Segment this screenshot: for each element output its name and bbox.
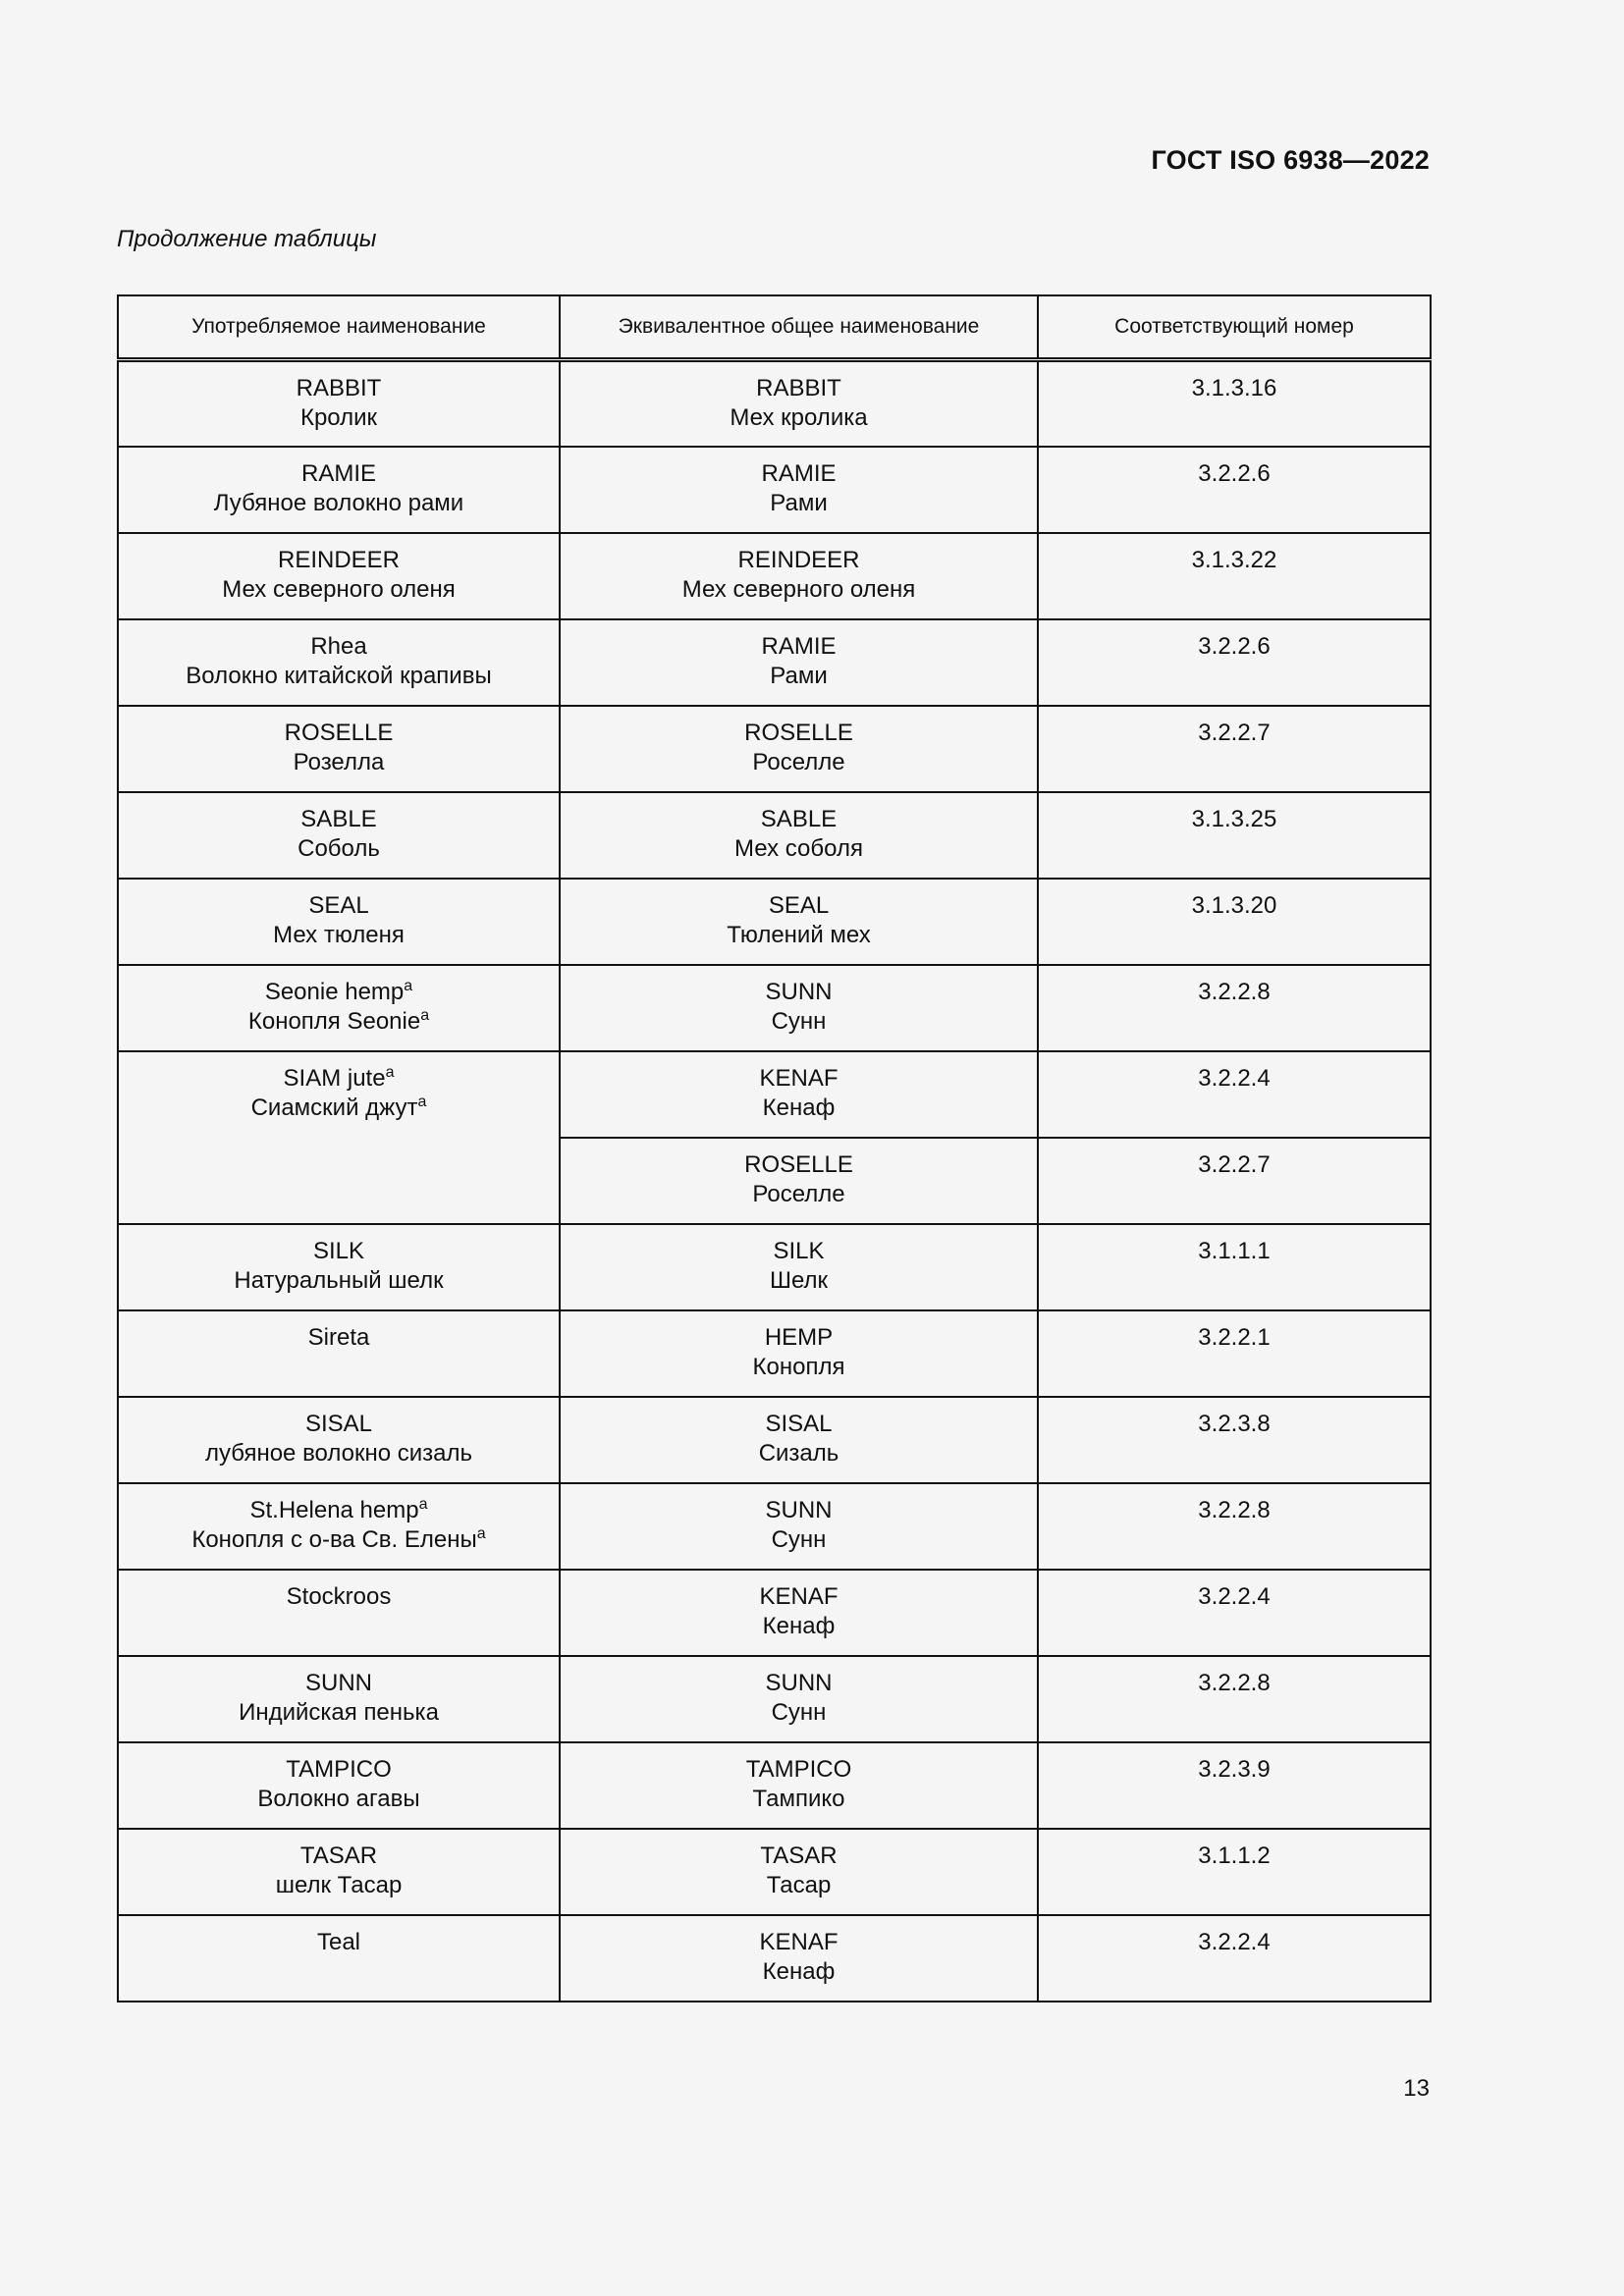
used-name-line (125, 1755, 553, 1785)
table-row (118, 1829, 1431, 1915)
used-name-text: Seonie hemp (264, 978, 405, 1005)
used-name-text: RAMIE (300, 459, 376, 487)
equivalent-name-line: SUNN (765, 1496, 833, 1523)
table-row (118, 965, 1431, 1051)
cell-number: 3.1.3.25 (1038, 792, 1431, 879)
used-name-text: Розелла (293, 748, 385, 775)
table-row (118, 533, 1431, 619)
cell-equivalent-name (560, 706, 1038, 792)
table-row (118, 1570, 1431, 1656)
table-row (118, 619, 1431, 706)
fiber-names-table (117, 294, 1432, 2002)
equivalent-name-line: KENAF (759, 1064, 839, 1092)
table-row (118, 1224, 1431, 1310)
cell-equivalent-name (560, 533, 1038, 619)
equivalent-name-line: Сизаль (758, 1439, 839, 1467)
equivalent-name-line: SUNN (765, 978, 833, 1005)
equivalent-name-line: Тампико (752, 1785, 845, 1812)
used-name-text: St.Helena hemp (249, 1496, 419, 1523)
cell-used-name (118, 1742, 560, 1829)
cell-equivalent-name (560, 1224, 1038, 1310)
cell-used-name (118, 1915, 560, 2002)
cell-used-name (118, 792, 560, 879)
used-name-line (125, 632, 553, 662)
cell-equivalent-name (560, 360, 1038, 447)
equivalent-name-line: Мех соболя (734, 834, 863, 862)
equivalent-name-line: Тасар (766, 1871, 832, 1898)
cell-used-name (118, 1224, 560, 1310)
cell-number: 3.2.2.4 (1038, 1051, 1431, 1138)
table-row (118, 706, 1431, 792)
used-name-line (125, 834, 553, 864)
table-continuation-label: Продолжение таблицы (117, 226, 377, 252)
equivalent-name-line: SILK (773, 1237, 825, 1264)
cell-equivalent-name (560, 447, 1038, 533)
equivalent-name-line: Рами (770, 662, 828, 689)
used-name-text: TASAR (299, 1842, 378, 1869)
footnote-mark: a (476, 1524, 486, 1542)
used-name-line (125, 546, 553, 575)
used-name-text: SISAL (304, 1410, 373, 1437)
table-row (118, 1051, 1431, 1138)
used-name-text: RABBIT (296, 375, 382, 401)
used-name-text: Волокно китайской крапивы (186, 662, 492, 689)
used-name-text: Sireta (307, 1323, 370, 1351)
used-name-line (125, 1496, 553, 1525)
cell-number: 3.2.2.8 (1038, 965, 1431, 1051)
equivalent-name-line: Кенаф (762, 1612, 836, 1639)
cell-equivalent-name (560, 879, 1038, 965)
cell-equivalent-name (560, 1570, 1038, 1656)
cell-equivalent-name (560, 965, 1038, 1051)
column-header-number: Соответствующий номер (1038, 295, 1431, 360)
cell-used-name (118, 1656, 560, 1742)
cell-equivalent-name (560, 792, 1038, 879)
column-header-equivalent-name: Эквивалентное общее наименование (560, 295, 1038, 360)
used-name-text: шелк Тасар (275, 1871, 403, 1898)
used-name-line (125, 1266, 553, 1296)
used-name-line (125, 1007, 553, 1037)
equivalent-name-line: Сунн (771, 1525, 827, 1553)
used-name-text: Конопля Seonie (247, 1007, 421, 1035)
footnote-mark: a (418, 1495, 428, 1513)
table-row (118, 792, 1431, 879)
cell-number: 3.1.1.2 (1038, 1829, 1431, 1915)
cell-number: 3.2.2.7 (1038, 706, 1431, 792)
footnote-mark: a (417, 1093, 427, 1110)
equivalent-name-line: Кенаф (762, 1957, 836, 1985)
used-name-line (125, 575, 553, 605)
equivalent-name-line: RAMIE (761, 632, 837, 660)
used-name-text: Соболь (298, 834, 380, 862)
table-row (118, 447, 1431, 533)
cell-used-name (118, 360, 560, 447)
used-name-text: SABLE (300, 805, 377, 832)
used-name-text: REINDEER (277, 546, 401, 573)
used-name-line (125, 891, 553, 921)
cell-number: 3.2.2.8 (1038, 1656, 1431, 1742)
used-name-text: Сиамский джут (250, 1094, 418, 1121)
equivalent-name-line: Кенаф (762, 1094, 836, 1121)
used-name-text: Кролик (299, 404, 378, 431)
cell-number: 3.2.2.4 (1038, 1915, 1431, 2002)
equivalent-name-line: REINDEER (737, 546, 860, 573)
used-name-text: Rhea (310, 632, 367, 660)
cell-equivalent-name (560, 1483, 1038, 1570)
footnote-mark: a (404, 977, 413, 994)
equivalent-name-line: SISAL (765, 1410, 833, 1437)
equivalent-name-line: Рами (770, 489, 828, 516)
cell-equivalent-name (560, 1829, 1038, 1915)
table-row (118, 1742, 1431, 1829)
cell-number: 3.2.2.6 (1038, 447, 1431, 533)
cell-equivalent-name (560, 619, 1038, 706)
equivalent-name-line: ROSELLE (744, 719, 853, 746)
used-name-line (125, 1871, 553, 1900)
equivalent-name-line: Шелк (769, 1266, 829, 1294)
equivalent-name-line: Мех кролика (730, 404, 868, 431)
cell-used-name (118, 1483, 560, 1570)
used-name-line (125, 719, 553, 748)
table-row (118, 360, 1431, 447)
used-name-line (125, 1582, 553, 1612)
used-name-line (125, 374, 553, 403)
table-body (118, 360, 1431, 2002)
cell-used-name (118, 1310, 560, 1397)
used-name-text: Мех северного оленя (222, 575, 456, 603)
used-name-line (125, 1064, 553, 1094)
used-name-line (125, 1439, 553, 1468)
cell-equivalent-name (560, 1915, 1038, 2002)
used-name-text: ROSELLE (284, 719, 394, 746)
cell-number: 3.2.3.8 (1038, 1397, 1431, 1483)
used-name-line (125, 1842, 553, 1871)
equivalent-name-line: Конопля (752, 1353, 845, 1380)
equivalent-name-line: TASAR (760, 1842, 838, 1869)
column-header-used-name: Употребляемое наименование (118, 295, 560, 360)
page-number: 13 (1403, 2075, 1430, 2102)
cell-equivalent-name (560, 1742, 1038, 1829)
used-name-text: SEAL (308, 891, 369, 919)
used-name-line (125, 1410, 553, 1439)
cell-equivalent-name (560, 1051, 1038, 1138)
used-name-text: Волокно агавы (257, 1785, 420, 1812)
used-name-text: SILK (312, 1237, 365, 1264)
used-name-text: SIAM jute (283, 1064, 386, 1092)
equivalent-name-line: Сунн (771, 1698, 827, 1726)
used-name-line (125, 1237, 553, 1266)
used-name-text: Натуральный шелк (234, 1266, 444, 1294)
cell-used-name (118, 533, 560, 619)
cell-used-name (118, 879, 560, 965)
used-name-line (125, 978, 553, 1007)
table-header-row (118, 295, 1431, 360)
equivalent-name-line: SEAL (768, 891, 830, 919)
cell-used-name (118, 965, 560, 1051)
used-name-line (125, 1094, 553, 1123)
table-row (118, 1483, 1431, 1570)
cell-used-name (118, 619, 560, 706)
equivalent-name-line: ROSELLE (744, 1150, 853, 1178)
equivalent-name-line: RAMIE (761, 459, 837, 487)
cell-used-name (118, 706, 560, 792)
document-code: ГОСТ ISO 6938—2022 (1151, 145, 1430, 175)
cell-number: 3.2.3.9 (1038, 1742, 1431, 1829)
cell-used-name (118, 1829, 560, 1915)
equivalent-name-line: Сунн (771, 1007, 827, 1035)
used-name-line (125, 748, 553, 777)
footnote-mark: a (420, 1006, 430, 1024)
used-name-line (125, 1669, 553, 1698)
equivalent-name-line: KENAF (759, 1928, 839, 1955)
table-row (118, 1397, 1431, 1483)
used-name-text: Stockroos (286, 1582, 392, 1610)
table-row (118, 1915, 1431, 2002)
cell-used-name (118, 447, 560, 533)
footnote-mark: a (385, 1063, 395, 1081)
used-name-line (125, 1525, 553, 1555)
cell-equivalent-name (560, 1397, 1038, 1483)
equivalent-name-line: Роселле (752, 748, 845, 775)
cell-number: 3.2.2.6 (1038, 619, 1431, 706)
used-name-text: Индийская пенька (239, 1698, 439, 1726)
equivalent-name-line: SABLE (760, 805, 838, 832)
used-name-line (125, 921, 553, 950)
used-name-text: Лубяное волокно рами (213, 489, 464, 516)
equivalent-name-line: Роселле (752, 1180, 845, 1207)
equivalent-name-line: HEMP (764, 1323, 834, 1351)
cell-number: 3.1.3.22 (1038, 533, 1431, 619)
used-name-line (125, 459, 553, 489)
used-name-line (125, 1928, 553, 1957)
used-name-text: SUNN (304, 1669, 372, 1696)
equivalent-name-line: TAMPICO (745, 1755, 852, 1783)
cell-number: 3.2.2.7 (1038, 1138, 1431, 1224)
cell-number: 3.2.2.1 (1038, 1310, 1431, 1397)
equivalent-name-line: Тюлений мех (727, 921, 871, 948)
equivalent-name-line: Мех северного оленя (681, 575, 916, 603)
used-name-line (125, 403, 553, 433)
used-name-line (125, 1698, 553, 1728)
cell-number: 3.2.2.4 (1038, 1570, 1431, 1656)
cell-number: 3.1.1.1 (1038, 1224, 1431, 1310)
cell-used-name (118, 1570, 560, 1656)
used-name-line (125, 662, 553, 691)
table-row (118, 879, 1431, 965)
used-name-text: Конопля с о-ва Св. Елены (191, 1525, 477, 1553)
cell-used-name (118, 1051, 560, 1224)
used-name-text: Мех тюленя (273, 921, 405, 948)
cell-number: 3.2.2.8 (1038, 1483, 1431, 1570)
used-name-line (125, 1785, 553, 1814)
cell-number: 3.1.3.16 (1038, 360, 1431, 447)
table-row (118, 1656, 1431, 1742)
used-name-text: Teal (316, 1928, 361, 1955)
used-name-line (125, 805, 553, 834)
cell-equivalent-name (560, 1310, 1038, 1397)
cell-equivalent-name (560, 1138, 1038, 1224)
equivalent-name-line: RABBIT (756, 375, 841, 401)
used-name-line (125, 489, 553, 518)
equivalent-name-line: SUNN (765, 1669, 833, 1696)
table-row (118, 1310, 1431, 1397)
cell-equivalent-name (560, 1656, 1038, 1742)
used-name-line (125, 1323, 553, 1353)
cell-used-name (118, 1397, 560, 1483)
used-name-text: TAMPICO (286, 1755, 392, 1783)
used-name-text: лубяное волокно сизаль (204, 1439, 473, 1467)
cell-number: 3.1.3.20 (1038, 879, 1431, 965)
equivalent-name-line: KENAF (759, 1582, 839, 1610)
